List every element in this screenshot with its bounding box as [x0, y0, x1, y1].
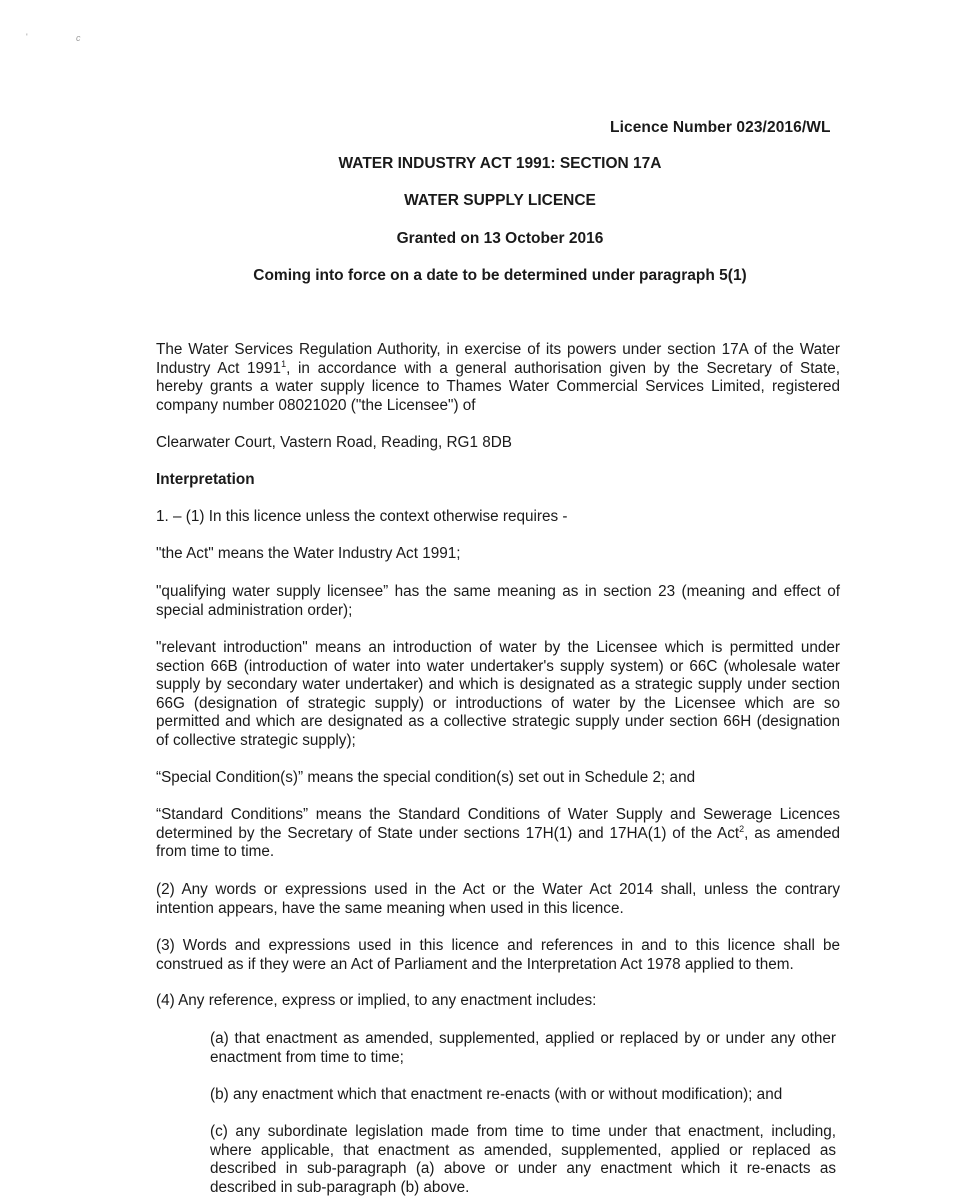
definition-relevant-introduction: "relevant introduction" means an introduction of water by the Licensee which is permitted under section 66B (introduction of water into water undertaker's supply system) or 66C (wholesale water supply by secondary water undertaker) and which is designated as a strategic supply under section 66G (designation of strategic supply) or introductions of water by the Licensee which are so permitted and which are designated as a collective strategic supply under section 66H (designation of collective strategic supply);: [156, 639, 840, 749]
paragraph-3: (3) Words and expressions used in this licence and references in and to this licence shall be construed as if they were an Act of Parliament and the Interpretation Act 1978 applied to them.: [156, 937, 840, 973]
sub-paragraph-b: (b) any enactment which that enactment re-enacts (with or without modification); and: [210, 1086, 783, 1103]
grant-text-continued: , in accordance with a general authorisation given by the Secretary of State, hereby grants a water supply licence to Thames Water Commercial Services Limited, registered company number 08021020 ("the Licensee") of: [156, 359, 840, 414]
definition-the-act: "the Act" means the Water Industry Act 1991;: [156, 545, 461, 562]
paragraph-2: (2) Any words or expressions used in the Act or the Water Act 2014 shall, unless the contrary intention appears, have the same meaning when used in this licence.: [156, 881, 840, 917]
standard-conditions-text: “Standard Conditions” means the Standard Conditions of Water Supply and Sewerage Licences determined by the Secretary of State under sections 17H(1) and 17HA(1) of the Act: [156, 806, 840, 842]
grant-paragraph: [156, 341, 840, 415]
sub-paragraph-c: (c) any subordinate legislation made from time to time under that enactment, including, where applicable, that enactment as amended, supplemented, applied or replaced as described in sub-paragraph (a) above or under any enactment which it re-enacts as described in sub-paragraph (b) above.: [210, 1123, 836, 1196]
interpretation-heading: Interpretation: [156, 471, 255, 488]
scan-mark: ': [26, 32, 28, 42]
interpretation-intro: 1. – (1) In this licence unless the context otherwise requires -: [156, 508, 568, 525]
definition-standard-conditions: [156, 806, 840, 862]
definition-special-conditions: “Special Condition(s)” means the special condition(s) set out in Schedule 2; and: [156, 769, 696, 786]
licensee-address: Clearwater Court, Vastern Road, Reading, RG1 8DB: [156, 434, 512, 451]
coming-into-force-heading: Coming into force on a date to be determined under paragraph 5(1): [253, 267, 747, 284]
licence-number: Licence Number 023/2016/WL: [610, 119, 831, 136]
definition-qualifying-licensee: "qualifying water supply licensee” has the same meaning as in section 23 (meaning and effect of special administration order);: [156, 583, 840, 619]
licence-type-heading: WATER SUPPLY LICENCE: [404, 192, 596, 209]
scan-mark: c: [76, 33, 81, 43]
footnote-mark: 1: [281, 358, 287, 369]
grant-text: The Water Services Regulation Authority, in exercise of its powers under section 17A of the Water Industry Act 1991: [156, 341, 840, 377]
act-section-heading: WATER INDUSTRY ACT 1991: SECTION 17A: [338, 155, 662, 172]
sub-paragraph-a: (a) that enactment as amended, supplemented, applied or replaced by or under any other enactment from time to time;: [210, 1030, 836, 1066]
paragraph-4: (4) Any reference, express or implied, to any enactment includes:: [156, 992, 597, 1009]
footnote-mark: 2: [739, 823, 745, 834]
standard-conditions-text-continued: , as amended from time to time.: [156, 824, 840, 861]
granted-date-heading: Granted on 13 October 2016: [396, 230, 604, 247]
